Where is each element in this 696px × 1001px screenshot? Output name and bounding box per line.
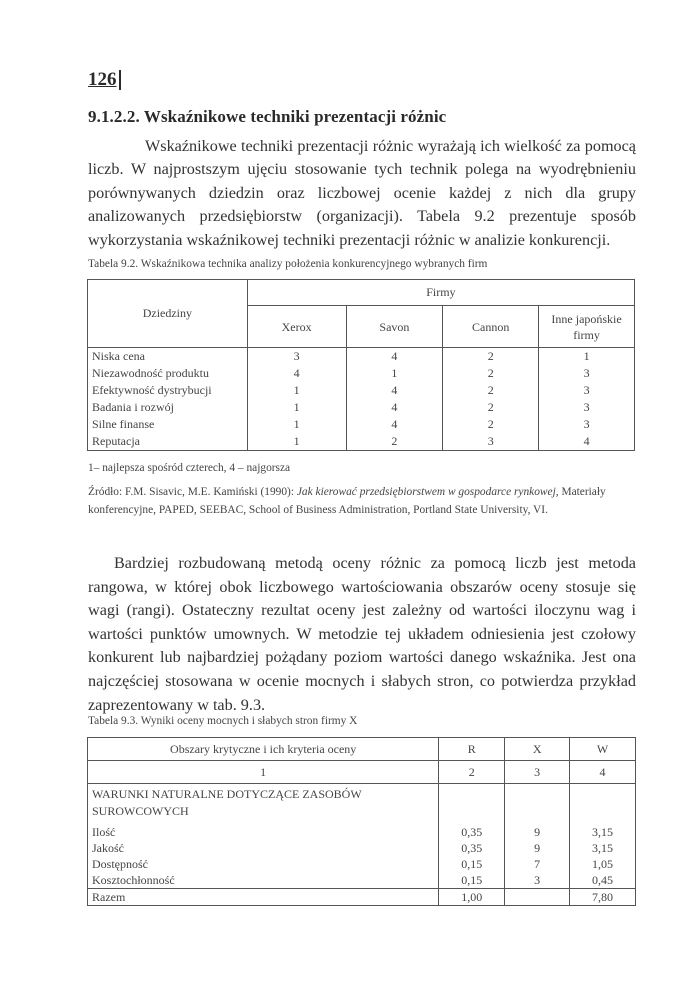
cell-value: 2 xyxy=(346,433,443,451)
table1-caption: Tabela 9.2. Wskaźnikowa technika analizy położenia konkurencyjnego wybranych firm xyxy=(88,258,488,270)
firm-header: Cannon xyxy=(443,306,539,348)
source-suffix: , Materiały konferencyjne, PAPED, SEEBAC, School of Business Administration, Portland State University, VI. xyxy=(88,486,606,516)
cell-r: 0,15 xyxy=(439,872,505,889)
paragraph-ranking-method: Bardziej rozbudowaną metodą oceny różnic za pomocą liczb jest metoda rangowa, w której obok liczbowego wartościowania obszarów oceny stosuje się wagi (rangi). Ostateczny rezultat oceny jest zależny od wartości iloczynu wag i wartości punktów umownych. W metodzie tej układem odniesienia jest czołowy konkurent lub najbardziej pożądany poziom wartości danego wskaźnika. Jest ona najczęściej stosowana w ocenie mocnych i słabych stron, co potwierdza przykład zaprezentowany w tab. 9.3. xyxy=(88,554,636,714)
table-row xyxy=(88,824,636,840)
source-prefix: Źródło: F.M. Sisavic, M.E. Kamiński (1990): xyxy=(88,486,297,498)
table-row xyxy=(88,348,635,366)
total-label: Razem xyxy=(88,889,439,906)
cell-value: 1 xyxy=(247,399,346,416)
cell-value: 2 xyxy=(443,416,539,433)
cell-value: 3 xyxy=(539,365,635,382)
section-heading: 9.1.2.2. Wskaźnikowe techniki prezentacji różnic xyxy=(88,107,447,126)
row-label: Niska cena xyxy=(88,348,248,366)
column-number: 1 xyxy=(88,761,439,784)
cell-value: 1 xyxy=(346,365,443,382)
cell-value: 1 xyxy=(247,382,346,399)
row-label: Jakość xyxy=(88,840,439,856)
header-domains: Dziedziny xyxy=(88,280,248,348)
cell-value: 4 xyxy=(346,382,443,399)
cell-value: 4 xyxy=(346,416,443,433)
paragraph-intro: Wskaźnikowe techniki prezentacji różnic wyrażają ich wielkość za pomocą liczb. W najprostszym ujęciu stosowanie tych technik polega na wyodrębnieniu porównywanych dziedzin oraz liczbowej ocenie każdej z nich dla grupy analizowanych przedsiębiorstw (organizacji). Tabela 9.2 prezentuje sposób wykorzystania wskaźnikowej techniki prezentacji różnic w analizie konkurencji. xyxy=(88,137,636,249)
table-row xyxy=(88,382,635,399)
table-row xyxy=(88,399,635,416)
total-w: 7,80 xyxy=(570,889,636,906)
cell-value: 1 xyxy=(247,416,346,433)
cell-w: 3,15 xyxy=(570,840,636,856)
cell-value: 2 xyxy=(443,399,539,416)
row-label: Niezawodność produktu xyxy=(88,365,248,382)
cell-x: 3 xyxy=(505,872,570,889)
row-label: Dostępność xyxy=(88,856,439,872)
table2-caption: Tabela 9.3. Wyniki oceny mocnych i słabych stron firmy X xyxy=(88,715,358,727)
header-firms: Firmy xyxy=(247,280,634,306)
cell-value: 4 xyxy=(247,365,346,382)
table-row xyxy=(88,365,635,382)
column-number: 3 xyxy=(505,761,570,784)
cell-value: 3 xyxy=(443,433,539,451)
cell-r: 0,15 xyxy=(439,856,505,872)
total-x xyxy=(505,889,570,906)
cell-w: 1,05 xyxy=(570,856,636,872)
cell-x: 9 xyxy=(505,840,570,856)
cell-x: 7 xyxy=(505,856,570,872)
cell-r: 0,35 xyxy=(439,824,505,840)
row-label: Efektywność dystrybucji xyxy=(88,382,248,399)
source-title: Jak kierować przedsiębiorstwem w gospodarce rynkowej xyxy=(296,486,556,498)
cell-value: 2 xyxy=(443,348,539,366)
cell-value: 4 xyxy=(539,433,635,451)
table-row xyxy=(88,433,635,451)
table-row xyxy=(88,872,636,889)
competitive-position-table xyxy=(87,279,635,451)
column-number: 4 xyxy=(570,761,636,784)
cell-value: 2 xyxy=(443,365,539,382)
cell-r: 0,35 xyxy=(439,840,505,856)
header-w: W xyxy=(570,738,636,761)
page-number: 126 xyxy=(88,70,121,90)
row-label: Reputacja xyxy=(88,433,248,451)
category-label: WARUNKI NATURALNE DOTYCZĄCE ZASOBÓW SUROWCOWYCH xyxy=(88,784,439,825)
row-label: Kosztochłonność xyxy=(88,872,439,889)
cell-value: 1 xyxy=(539,348,635,366)
cell-value: 3 xyxy=(539,416,635,433)
table1-source xyxy=(88,484,636,519)
header-x: X xyxy=(505,738,570,761)
cell-value: 1 xyxy=(247,433,346,451)
cell-w: 0,45 xyxy=(570,872,636,889)
cell-value: 3 xyxy=(539,382,635,399)
table-row xyxy=(88,856,636,872)
cell-value: 3 xyxy=(539,399,635,416)
cell-value: 2 xyxy=(443,382,539,399)
header-criteria: Obszary krytyczne i ich kryteria oceny xyxy=(88,738,439,761)
table-row xyxy=(88,416,635,433)
firm-header: Inne japońskie firmy xyxy=(539,306,635,348)
firm-header: Xerox xyxy=(247,306,346,348)
cell-value: 4 xyxy=(346,399,443,416)
row-label: Ilość xyxy=(88,824,439,840)
cell-w: 3,15 xyxy=(570,824,636,840)
header-r: R xyxy=(439,738,505,761)
cell-value: 3 xyxy=(247,348,346,366)
column-number: 2 xyxy=(439,761,505,784)
cell-x: 9 xyxy=(505,824,570,840)
row-label: Badania i rozwój xyxy=(88,399,248,416)
table1-note: 1– najlepsza spośród czterech, 4 – najgorsza xyxy=(88,462,291,474)
firm-header: Savon xyxy=(346,306,443,348)
total-row xyxy=(88,889,636,906)
total-r: 1,00 xyxy=(439,889,505,906)
strengths-weaknesses-table xyxy=(87,737,636,906)
table-row xyxy=(88,840,636,856)
row-label: Silne finanse xyxy=(88,416,248,433)
cell-value: 4 xyxy=(346,348,443,366)
